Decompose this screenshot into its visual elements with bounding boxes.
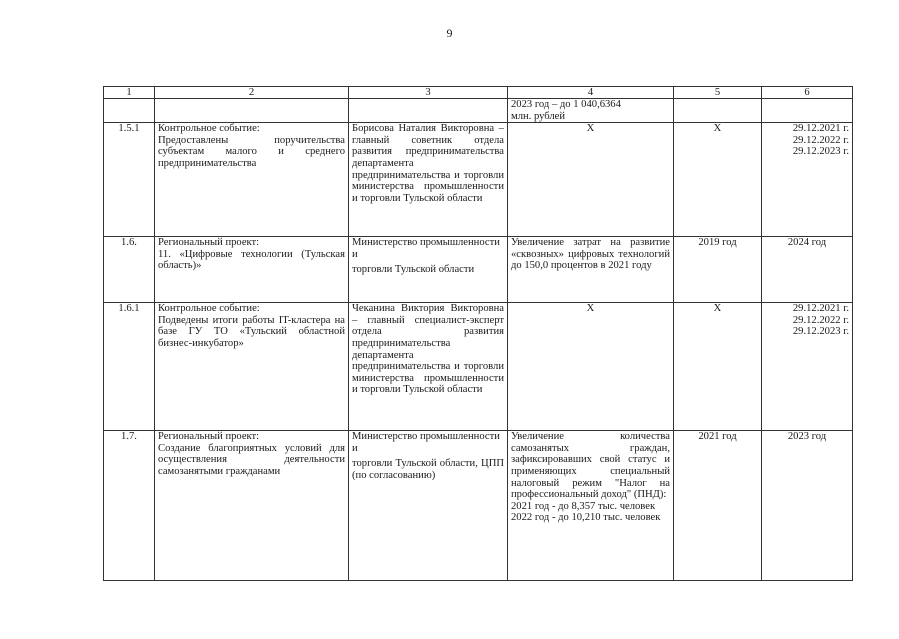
responsible-text: торговли Тульской области, ЦПП (по согласованию) <box>352 458 504 481</box>
end-date-cell <box>762 123 853 237</box>
description-text: Подведены итоги работы IT-кластера на базе ГУ ТО «Тульский областной бизнес-инкубатор» <box>158 314 345 349</box>
description-cell <box>155 99 349 123</box>
responsible-cell <box>349 123 508 237</box>
table-row <box>104 303 853 431</box>
end-date-cell <box>762 99 853 123</box>
start-date-cell: Х <box>674 123 762 237</box>
end-date-cell <box>762 431 853 581</box>
description-text: 11. «Цифровые технологии (Тульская область)» <box>158 248 345 272</box>
responsible-text: Министерство промышленности и <box>352 431 500 454</box>
end-date: 29.12.2022 г. <box>792 314 849 326</box>
start-date-cell: Х <box>674 303 762 431</box>
end-date-cell <box>762 237 853 303</box>
responsible-text: Чеканина Виктория Викторовна – главный специалист-эксперт отдела развития предпринимательства департамента предпринимательства и торговли министерства промышленности и торговли Тульской области <box>352 303 504 396</box>
end-date: 29.12.2023 г. <box>792 146 849 158</box>
end-date: 29.12.2023 г. <box>792 326 849 338</box>
table-row <box>104 431 853 581</box>
description-heading: Контрольное событие: <box>158 303 260 315</box>
end-date-cell <box>762 303 853 431</box>
description-text: Предоставлены поручительства субъектам малого и среднего предпринимательства <box>158 134 345 169</box>
column-number: 6 <box>762 87 853 99</box>
responsible-cell <box>349 237 508 303</box>
column-number: 4 <box>508 87 674 99</box>
row-number: 1.6.1 <box>104 303 155 431</box>
row-number <box>104 99 155 123</box>
responsible-text: Министерство промышленности и <box>352 237 500 260</box>
description-cell <box>155 431 349 581</box>
description-heading: Региональный проект: <box>158 431 260 443</box>
indicator-cell <box>508 237 674 303</box>
plan-table <box>103 86 853 581</box>
row-number: 1.6. <box>104 237 155 303</box>
indicator-text: Х <box>586 303 595 315</box>
indicator-cell <box>508 123 674 237</box>
row-number: 1.5.1 <box>104 123 155 237</box>
indicator-text: 2022 год - до 10,210 тыс. человек <box>511 512 661 524</box>
page-number: 9 <box>446 26 453 40</box>
column-number: 1 <box>104 87 155 99</box>
column-number: 5 <box>674 87 762 99</box>
responsible-cell <box>349 99 508 123</box>
indicator-cell <box>508 431 674 581</box>
description-cell <box>155 237 349 303</box>
description-heading: Контрольное событие: <box>158 123 260 135</box>
start-date-cell: 2021 год <box>674 431 762 581</box>
table-row <box>104 99 853 123</box>
row-number: 1.7. <box>104 431 155 581</box>
description-cell <box>155 303 349 431</box>
indicator-text: Увеличение затрат на развитие «сквозных» цифровых технологий до 150,0 процентов в 2021 году <box>511 237 670 272</box>
description-cell <box>155 123 349 237</box>
indicator-text: Увеличение количества самозанятых граждан, зафиксировавших свой статус и применяющих специальный налоговый режим "Налог на профессиональный доход" (ПНД): <box>511 431 670 501</box>
indicator-text: млн. рублей <box>511 110 566 122</box>
responsible-cell <box>349 431 508 581</box>
column-number: 2 <box>155 87 349 99</box>
column-number-row <box>104 87 853 99</box>
description-text: Создание благоприятных условий для осуществления деятельности самозанятыми гражданами <box>158 442 345 477</box>
column-number: 3 <box>349 87 508 99</box>
end-date: 29.12.2021 г. <box>792 123 849 135</box>
responsible-cell <box>349 303 508 431</box>
table-row <box>104 237 853 303</box>
start-date-cell <box>674 99 762 123</box>
end-date: 29.12.2022 г. <box>792 134 849 146</box>
indicator-cell <box>508 99 674 123</box>
responsible-text: торговли Тульской области <box>352 264 475 276</box>
indicator-text: 2021 год - до 8,357 тыс. человек <box>511 500 656 512</box>
indicator-cell <box>508 303 674 431</box>
responsible-text: Борисова Наталия Викторовна – главный советник отдела развития предпринимательства департамента предпринимательства и торговли министерства промышленности и торговли Тульской области <box>352 123 504 204</box>
end-date: 29.12.2021 г. <box>792 303 849 315</box>
indicator-text: Х <box>586 123 595 135</box>
end-date: 2023 год <box>787 431 827 443</box>
table-row <box>104 123 853 237</box>
description-heading: Региональный проект: <box>158 237 260 249</box>
indicator-text: 2023 год – до 1 040,6364 <box>511 99 621 110</box>
end-date: 2024 год <box>787 237 827 249</box>
start-date-cell: 2019 год <box>674 237 762 303</box>
